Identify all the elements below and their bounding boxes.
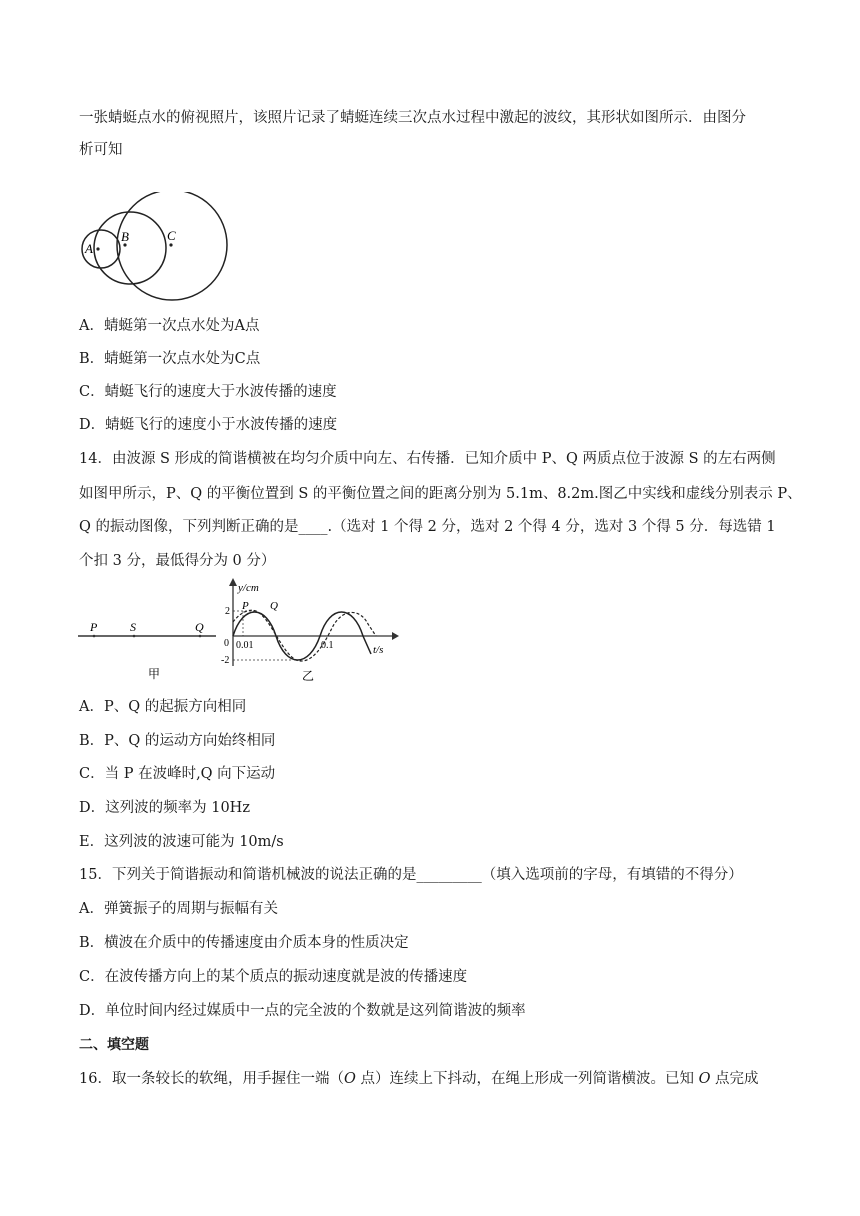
q15-answer-blank: _________ (416, 867, 482, 883)
q15-option-c: C．在波传播方向上的某个质点的振动速度就是波的传播速度 (79, 969, 468, 985)
t-tick-1: 0.01 (236, 640, 254, 651)
point-b-label: B (121, 229, 129, 244)
q15-option-d: D．单位时间内经过媒质中一点的完全波的个数就是这列简谐波的频率 (79, 1003, 526, 1019)
q13-option-d: D．蜻蜓飞行的速度小于水波传播的速度 (79, 417, 338, 433)
jia-point-p: P (90, 620, 98, 634)
q14-option-e: E．这列波的波速可能为 10m/s (79, 834, 284, 850)
y-tick-bottom: -2 (221, 655, 230, 666)
origin-label: 0 (224, 638, 229, 649)
q13-option-c: C．蜻蜓飞行的速度大于水波传播的速度 (79, 384, 337, 400)
q16-o-2: O (698, 1071, 711, 1087)
point-a-label: A (85, 241, 93, 256)
curve-q-label: Q (270, 600, 278, 612)
q16-part-3: 点完成 (710, 1071, 759, 1087)
yi-caption: 乙 (302, 669, 315, 683)
q16-stem (79, 1069, 759, 1089)
q16-part-1: 16．取一条较长的软绳，用手握住一端（ (79, 1071, 344, 1087)
q15-option-b: B．横波在介质中的传播速度由介质本身的性质决定 (79, 935, 409, 951)
point-c-label: C (167, 228, 176, 243)
q16-o-1: O (343, 1071, 356, 1087)
q15-stem (79, 865, 743, 885)
intro-line-1: 一张蜻蜓点水的俯视照片，该照片记录了蜻蜓连续三次点水过程中激起的波纹，其形状如图所示．由图分 (79, 110, 746, 126)
q13-option-a: A．蜻蜓第一次点水处为A点 (79, 318, 260, 334)
q15-option-a: A．弹簧振子的周期与振幅有关 (79, 901, 278, 917)
q13-option-b: B．蜻蜓第一次点水处为C点 (79, 351, 261, 367)
q14-stem-line-3: Q 的振动图像，下列判断正确的是____.（选对 1 个得 2 分，选对 2 个得 4 分，选对 3 个得 5 分．每选错 1 (79, 519, 776, 535)
jia-point-s: S (130, 620, 136, 634)
curve-p-label: P (242, 600, 249, 612)
q14-option-c: C．当 P 在波峰时,Q 向下运动 (79, 766, 276, 782)
q14-option-d: D．这列波的频率为 10Hz (79, 800, 250, 816)
q15-stem-text: 15．下列关于简谐振动和简谐机械波的说法正确的是 (79, 867, 417, 883)
y-axis-label: y/cm (238, 582, 259, 594)
q16-part-2: 点）连续上下抖动，在绳上形成一列简谐横波。已知 (355, 1071, 699, 1087)
q14-stem-line-2: 如图甲所示，P、Q 的平衡位置到 S 的平衡位置之间的距离分别为 5.1m、8.2m.图乙中实线和虚线分别表示 P、 (79, 486, 802, 502)
t-tick-2: 0.1 (321, 640, 334, 651)
q14-option-a: A．P、Q 的起振方向相同 (79, 699, 247, 715)
ripple-figure (76, 192, 236, 304)
jia-point-q: Q (195, 620, 204, 634)
q14-stem-line-4: 个扣 3 分，最低得分为 0 分） (79, 553, 276, 569)
y-tick-top: 2 (225, 606, 230, 617)
t-axis-label: t/s (373, 644, 384, 656)
section-heading: 二、填空题 (79, 1037, 149, 1053)
jia-caption: 甲 (148, 667, 161, 681)
q14-option-b: B．P、Q 的运动方向始终相同 (79, 733, 276, 749)
wave-figure (76, 574, 406, 686)
q14-stem-line-1: 14．由波源 S 形成的简谐横被在均匀介质中向左、右传播．已知介质中 P、Q 两质点位于波源 S 的左右两侧 (79, 451, 776, 467)
intro-line-2: 析可知 (79, 142, 123, 158)
q15-note: （填入选项前的字母，有填错的不得分） (481, 867, 743, 883)
